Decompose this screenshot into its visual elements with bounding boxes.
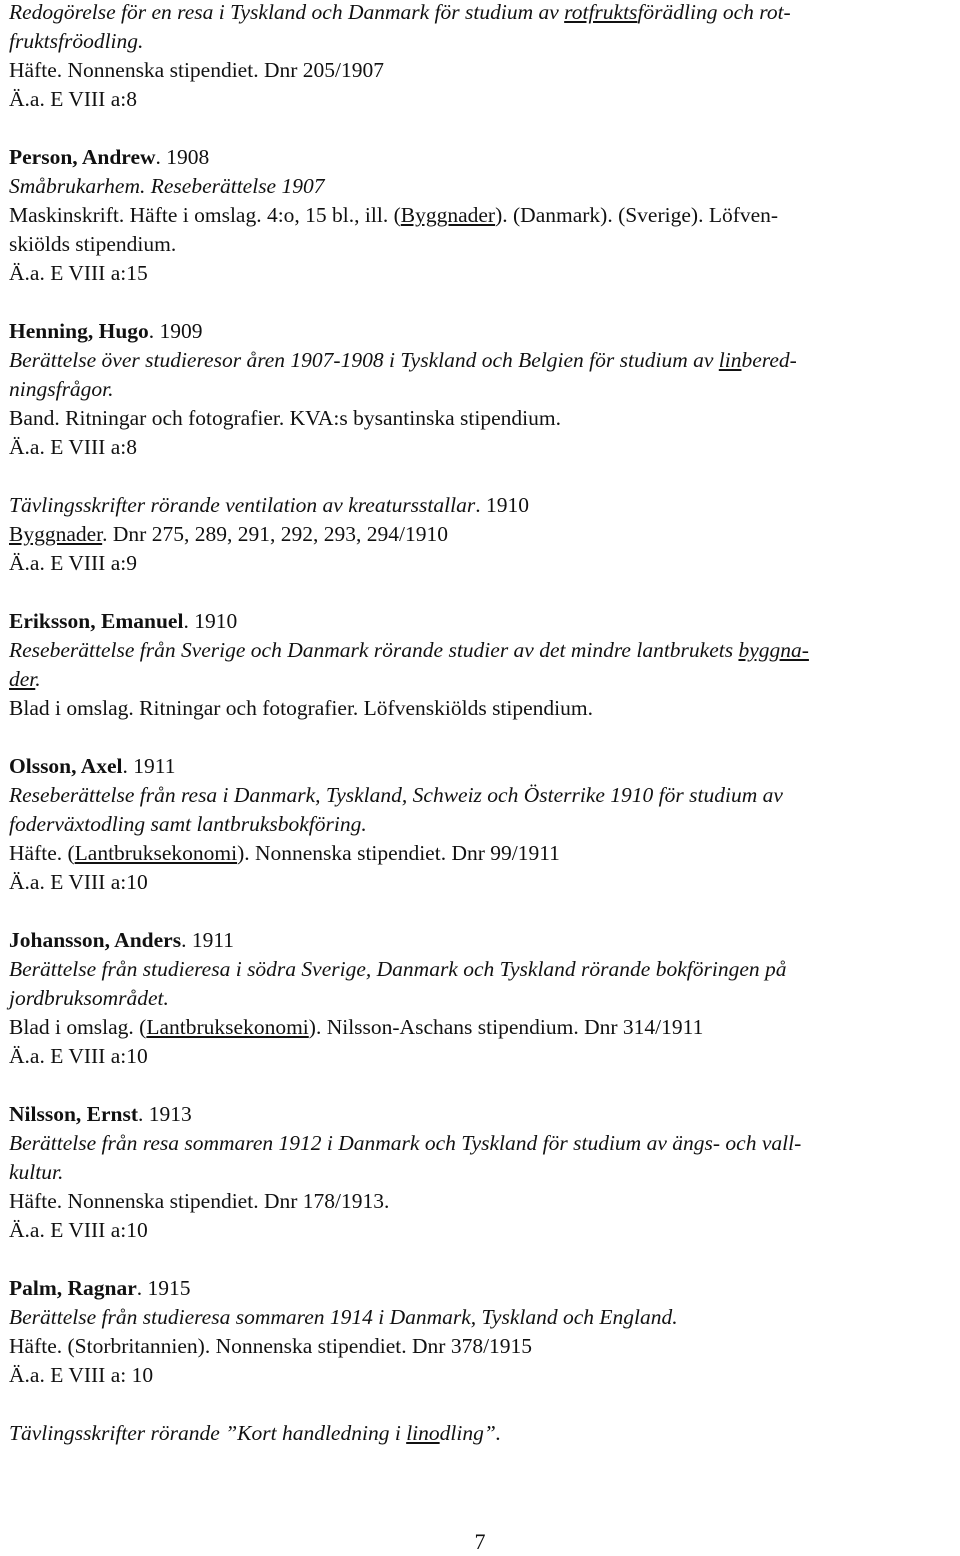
text-segment: Tävlingsskrifter rörande ”Kort handledning i xyxy=(9,1421,407,1445)
text-segment: . 1911 xyxy=(122,754,176,778)
text-line xyxy=(9,955,787,984)
text-segment: . 1910 xyxy=(475,493,529,517)
text-line xyxy=(9,781,783,810)
text-segment: Berättelse över studieresor åren 1907-1908 i Tyskland och Belgien för studium av xyxy=(9,348,719,372)
text-segment: Småbrukarhem. Reseberättelse 1907 xyxy=(9,174,325,198)
text-segment: bered- xyxy=(741,348,797,372)
text-segment: Berättelse från studieresa sommaren 1914 i Danmark, Tyskland och England. xyxy=(9,1305,678,1329)
text-line xyxy=(9,201,778,230)
text-segment: lino xyxy=(406,1421,440,1445)
text-segment: jordbruksområdet. xyxy=(9,986,169,1010)
text-segment: ningsfrågor. xyxy=(9,377,114,401)
text-segment: Berättelse från studieresa i södra Sverige, Danmark och Tyskland rörande bokföringen på xyxy=(9,957,787,981)
text-segment: Blad i omslag. Ritningar och fotografier. Löfvenskiölds stipendium. xyxy=(9,696,593,720)
text-segment: Redogörelse för en resa i Tyskland och Danmark för studium av xyxy=(9,0,565,24)
text-line xyxy=(9,56,384,85)
text-segment: byggna- xyxy=(738,638,809,662)
text-line xyxy=(9,259,148,288)
text-line xyxy=(9,172,324,201)
text-segment: Häfte. ( xyxy=(9,841,75,865)
text-segment: Ä.a. E VIII a:8 xyxy=(9,87,137,111)
entry-author: Henning, Hugo xyxy=(9,319,149,343)
text-segment: Reseberättelse från Sverige och Danmark rörande studier av det mindre lantbrukets xyxy=(9,638,739,662)
text-segment: Berättelse från resa sommaren 1912 i Danmark och Tyskland för studium av ängs- och vall- xyxy=(9,1131,802,1155)
entry-author: Palm, Ragnar xyxy=(9,1276,137,1300)
text-line xyxy=(9,143,209,172)
text-line xyxy=(9,346,797,375)
text-line xyxy=(9,1013,703,1042)
text-segment: Ä.a. E VIII a:10 xyxy=(9,1044,148,1068)
text-line xyxy=(9,1100,192,1129)
text-line xyxy=(9,1303,678,1332)
text-line xyxy=(9,665,41,694)
page-number: 7 xyxy=(474,1529,486,1554)
text-line xyxy=(9,491,529,520)
text-line xyxy=(9,85,137,114)
entry-author: Olsson, Axel xyxy=(9,754,123,778)
text-segment: Byggnader xyxy=(400,203,496,227)
text-segment: Ä.a. E VIII a:10 xyxy=(9,870,148,894)
text-segment: Tävlingsskrifter rörande ventilation av kreatursstallar xyxy=(9,493,476,517)
text-line xyxy=(9,1042,148,1071)
text-segment: ). (Danmark). (Sverige). Löfven- xyxy=(495,203,779,227)
text-line xyxy=(9,636,809,665)
text-segment: Ä.a. E VIII a:10 xyxy=(9,1218,148,1242)
text-line xyxy=(9,433,137,462)
text-line xyxy=(9,1274,191,1303)
text-segment: kultur. xyxy=(9,1160,64,1184)
text-segment: Ä.a. E VIII a: 10 xyxy=(9,1363,154,1387)
text-segment: rotfrukts xyxy=(564,0,638,24)
text-line xyxy=(9,1361,153,1390)
entry-author: Nilsson, Ernst xyxy=(9,1102,139,1126)
text-line xyxy=(9,839,560,868)
text-line xyxy=(9,694,593,723)
text-line xyxy=(9,752,175,781)
text-line xyxy=(9,926,234,955)
text-line xyxy=(9,520,448,549)
text-segment: . 1908 xyxy=(155,145,210,169)
text-segment: Reseberättelse från resa i Danmark, Tyskland, Schweiz och Österrike 1910 för studium av xyxy=(9,783,783,807)
text-line xyxy=(9,868,148,897)
text-line xyxy=(9,1187,389,1216)
text-line xyxy=(9,984,169,1013)
text-segment: ). Nonnenska stipendiet. Dnr 99/1911 xyxy=(237,841,560,865)
text-segment: Ä.a. E VIII a:9 xyxy=(9,551,137,575)
text-line xyxy=(9,375,114,404)
text-segment: . Dnr 275, 289, 291, 292, 293, 294/1910 xyxy=(102,522,448,546)
text-segment: dling”. xyxy=(439,1421,502,1445)
text-line xyxy=(9,1332,532,1361)
text-segment: Lantbruksekonomi xyxy=(74,841,238,865)
text-line xyxy=(9,1419,501,1448)
text-segment: . xyxy=(35,667,41,691)
text-segment: Häfte. Nonnenska stipendiet. Dnr 205/1907 xyxy=(9,58,384,82)
text-segment: skiölds stipendium. xyxy=(9,232,177,256)
text-line xyxy=(9,27,143,56)
text-segment: förädling och rot- xyxy=(637,0,791,24)
text-segment: . 1911 xyxy=(181,928,235,952)
text-segment: Ä.a. E VIII a:15 xyxy=(9,261,148,285)
text-line xyxy=(9,0,791,27)
text-segment: Lantbruksekonomi xyxy=(146,1015,309,1039)
text-line xyxy=(9,549,137,578)
entry-author: Person, Andrew xyxy=(9,145,156,169)
text-segment: Maskinskrift. Häfte i omslag. 4:o, 15 bl., ill. ( xyxy=(9,203,401,227)
text-line xyxy=(9,404,561,433)
entry-author: Eriksson, Emanuel xyxy=(9,609,184,633)
text-segment: Häfte. Nonnenska stipendiet. Dnr 178/1913. xyxy=(9,1189,390,1213)
text-segment: Byggnader xyxy=(9,522,103,546)
text-line xyxy=(9,1216,148,1245)
text-line xyxy=(9,317,203,346)
entry-author: Johansson, Anders xyxy=(9,928,182,952)
text-segment: lin xyxy=(718,348,742,372)
text-line xyxy=(9,607,237,636)
text-line xyxy=(9,1129,801,1158)
text-segment: ). Nilsson-Aschans stipendium. Dnr 314/1911 xyxy=(308,1015,704,1039)
text-segment: foderväxtodling samt lantbruksbokföring. xyxy=(9,812,367,836)
text-segment: . 1909 xyxy=(148,319,203,343)
text-line xyxy=(9,1158,63,1187)
text-segment: Häfte. (Storbritannien). Nonnenska stipendiet. Dnr 378/1915 xyxy=(9,1334,533,1358)
text-segment: . 1915 xyxy=(136,1276,191,1300)
text-segment: . 1913 xyxy=(138,1102,192,1126)
text-segment: Ä.a. E VIII a:8 xyxy=(9,435,137,459)
text-segment: Blad i omslag. ( xyxy=(9,1015,147,1039)
text-segment: der xyxy=(9,667,36,691)
text-line xyxy=(9,230,176,259)
text-line xyxy=(9,810,367,839)
text-segment: fruktsfröodling. xyxy=(9,29,144,53)
text-segment: . 1910 xyxy=(183,609,238,633)
text-segment: Band. Ritningar och fotografier. KVA:s bysantinska stipendium. xyxy=(9,406,561,430)
